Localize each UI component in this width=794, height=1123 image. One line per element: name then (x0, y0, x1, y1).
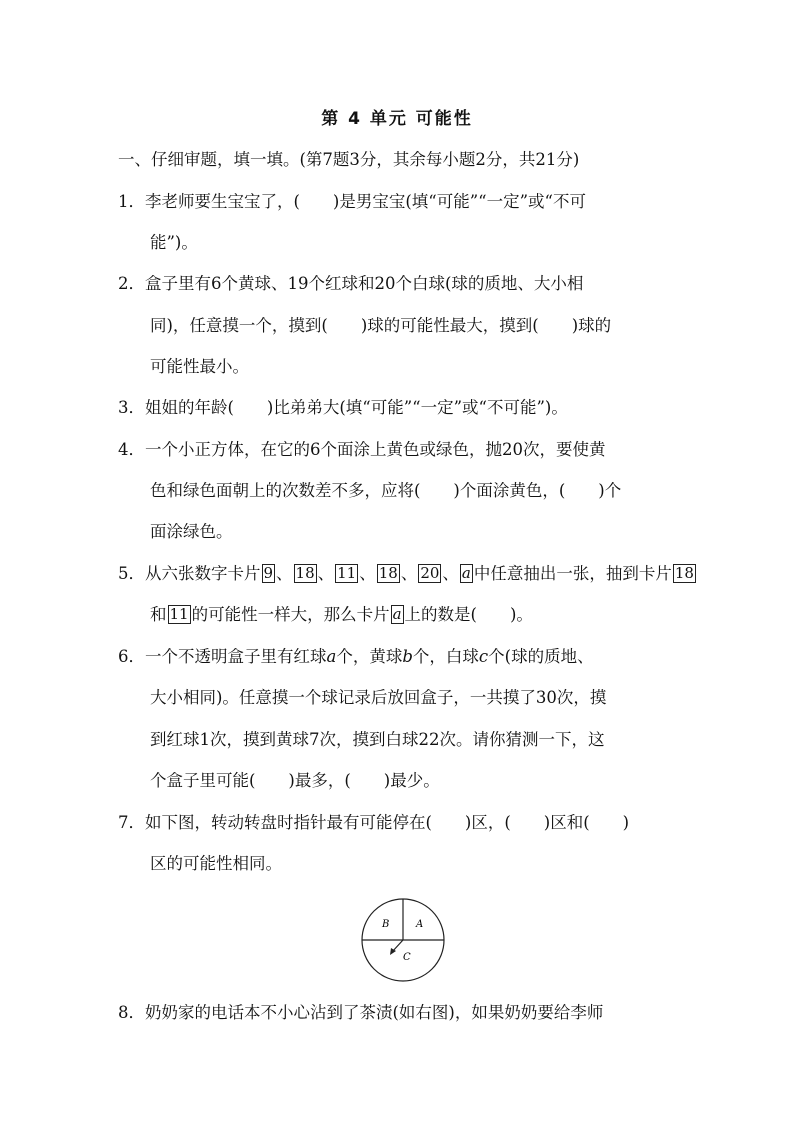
q5-text-mid: 中任意抽出一张，抽到卡片 (473, 564, 672, 583)
q2-line1: 2．盒子里有6个黄球、19个红球和20个白球(球的质地、大小相 (118, 274, 584, 293)
q2-line2: 同)，任意摸一个，摸到( )球的可能性最大，摸到( )球的 (150, 316, 612, 335)
number-card: 9 (263, 564, 274, 582)
number-card: 18 (295, 564, 315, 582)
card-separator: 、 (400, 564, 418, 583)
q6-line4: 个盒子里可能( )最多，( )最少。 (150, 771, 440, 790)
q1-line1: 1．李老师要生宝宝了，( )是男宝宝(填“可能”“一定”或“不可 (118, 192, 586, 211)
variable-b: b (402, 647, 413, 666)
number-card: 11 (169, 605, 189, 623)
q5-line1 (118, 562, 697, 586)
spinner-diagram (360, 897, 446, 983)
q5-line2 (150, 603, 533, 627)
q6-text-d: 个(球的质地、 (488, 647, 594, 666)
q2-line3: 可能性最小。 (150, 357, 249, 376)
number-card: 20 (420, 564, 440, 582)
q4-line1: 4．一个小正方体，在它的6个面涂上黄色或绿色，抛20次，要使黄 (118, 440, 606, 459)
q5-text-mid2: 的可能性一样大，那么卡片 (191, 605, 390, 624)
number-card: 11 (337, 564, 357, 582)
spinner-label-a: A (416, 919, 424, 930)
variable-a: a (326, 647, 337, 666)
q4-line2: 色和绿色面朝上的次数差不多，应将( )个面涂黄色，( )个 (150, 481, 622, 500)
q5-text-pre: 5．从六张数字卡片 (118, 564, 261, 583)
number-card: 18 (378, 564, 398, 582)
q4-line3: 面涂绿色。 (150, 522, 233, 541)
card-separator: 、 (359, 564, 376, 583)
q6-line2: 大小相同)。任意摸一个球记录后放回盒子，一共摸了30次，摸 (150, 688, 607, 707)
q5-text-and: 和 (150, 605, 167, 624)
q6-line3: 到红球1次，摸到黄球7次，摸到白球22次。请你猜测一下，这 (150, 730, 605, 749)
q8-line1: 8．奶奶家的电话本不小心沾到了茶渍(如右图)，如果奶奶要给李师 (118, 1003, 604, 1022)
card-separator: 、 (276, 564, 293, 583)
q6-text-a: 6．一个不透明盒子里有红球 (118, 647, 327, 666)
q1-line2: 能”)。 (150, 233, 198, 252)
q6-text-c: 个，白球 (412, 647, 479, 666)
q3-line1: 3．姐姐的年龄( )比弟弟大(填“可能”“一定”或“不可能”)。 (118, 398, 568, 417)
spinner-label-c: C (403, 952, 411, 963)
card-separator: 、 (317, 564, 335, 583)
number-card: a (392, 605, 402, 623)
number-card: a (461, 564, 471, 582)
q5-text-post: 上的数是( )。 (404, 605, 533, 624)
section-heading: 一、仔细审题，填一填。(第7题3分，其余每小题2分，共21分) (118, 150, 580, 169)
page-title: 第 4 单元 可能性 (321, 109, 473, 129)
number-card: 18 (674, 564, 694, 582)
q6-text-b: 个，黄球 (336, 647, 403, 666)
q7-line2: 区的可能性相同。 (150, 854, 282, 873)
spinner-label-b: B (382, 919, 390, 930)
card-separator: 、 (442, 564, 459, 583)
variable-c: c (478, 647, 489, 666)
q7-line1: 7．如下图，转动转盘时指针最有可能停在( )区，( )区和( ) (118, 813, 630, 832)
q6-line1 (118, 645, 594, 669)
